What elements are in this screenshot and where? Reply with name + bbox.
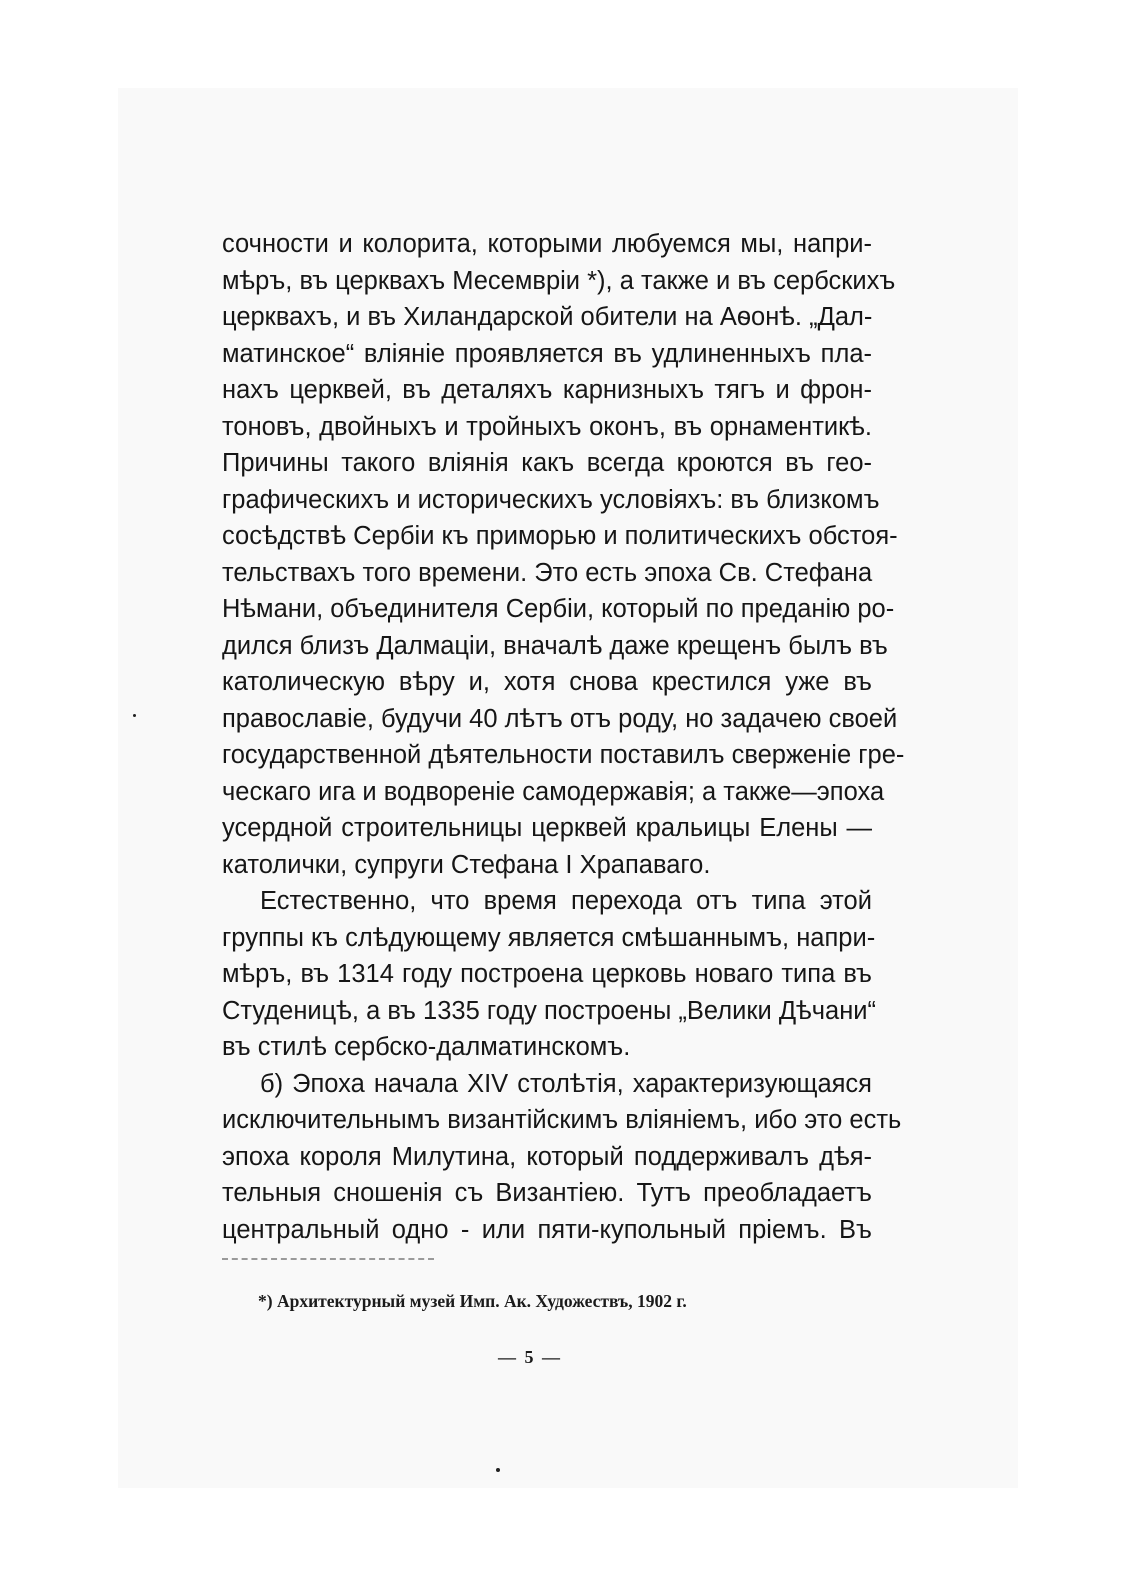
text-line: ческаго ига и водвореніе самодержавія; а также—эпоха bbox=[222, 777, 885, 806]
text-line: государственной дѣятельности поставилъ сверженіе гре- bbox=[222, 741, 905, 769]
text-line: дился близъ Далмаціи, вначалѣ даже крещенъ былъ въ bbox=[222, 631, 888, 660]
text-line: тельствахъ того времени. Это есть эпоха Св. Стефана bbox=[222, 558, 873, 587]
text-line: мѣръ, въ 1314 году построена церковь новаго типа въ bbox=[222, 960, 872, 988]
body-text bbox=[222, 226, 905, 1248]
text-line: Студеницѣ, а въ 1335 году построены „Велики Дѣчани“ bbox=[222, 996, 877, 1025]
text-line: исключительнымъ византійскимъ вліяніемъ, ибо это есть bbox=[222, 1106, 902, 1134]
scan-speck bbox=[496, 1468, 500, 1472]
text-line: тоновъ, двойныхъ и тройныхъ оконъ, въ орнаментикѣ. bbox=[222, 412, 872, 441]
text-line: графическихъ и историческихъ условіяхъ: въ близкомъ bbox=[222, 485, 880, 514]
text-line: группы къ слѣдующему является смѣшаннымъ, напри- bbox=[222, 923, 876, 952]
text-line: православіе, будучи 40 лѣтъ отъ роду, но задачею своей bbox=[222, 704, 898, 733]
footnote: *) Архитектурный музей Имп. Ак. Художествъ, 1902 г. bbox=[258, 1291, 687, 1311]
text-line: въ стилѣ сербско-далматинскомъ. bbox=[222, 1033, 631, 1061]
scan-speck bbox=[133, 714, 136, 717]
footnote-divider bbox=[222, 1258, 434, 1260]
text-line: центральный одно - или пяти-купольный пріемъ. Въ bbox=[222, 1215, 872, 1244]
text-line: Нѣмани, объединителя Сербіи, который по преданію ро- bbox=[222, 595, 895, 623]
text-line: мѣръ, въ церквахъ Месемвріи *), а также и въ сербскихъ bbox=[222, 266, 896, 295]
text-line: сосѣдствѣ Сербіи къ приморью и политическихъ обстоя- bbox=[222, 522, 898, 550]
text-line: сочности и колорита, которыми любуемся мы, напри- bbox=[222, 230, 872, 258]
text-line: б) Эпоха начала XIV столѣтія, характеризующаяся bbox=[260, 1069, 872, 1098]
text-line: католички, супруги Стефана I Храпаваго. bbox=[222, 850, 711, 879]
page-number: — 5 — bbox=[498, 1347, 562, 1367]
text-line: матинское“ вліяніе проявляется въ удлиненныхъ пла- bbox=[222, 339, 872, 368]
text-line: церквахъ, и въ Хиландарской обители на Аѳонѣ. „Дал- bbox=[222, 303, 873, 331]
text-line: нахъ церквей, въ деталяхъ карнизныхъ тягъ и фрон- bbox=[222, 376, 872, 404]
text-line: католическую вѣру и, хотя снова крестился уже въ bbox=[222, 668, 872, 696]
text-line: эпоха короля Милутина, который поддерживалъ дѣя- bbox=[222, 1142, 872, 1171]
text-line: Естественно, что время перехода отъ типа этой bbox=[260, 887, 872, 915]
text-line: Причины такого вліянія какъ всегда кроются въ гео- bbox=[222, 449, 872, 477]
text-line: тельныя сношенія съ Византіею. Тутъ преобладаетъ bbox=[222, 1179, 872, 1207]
text-line: усердной строительницы церквей кральицы Елены — bbox=[222, 814, 872, 842]
